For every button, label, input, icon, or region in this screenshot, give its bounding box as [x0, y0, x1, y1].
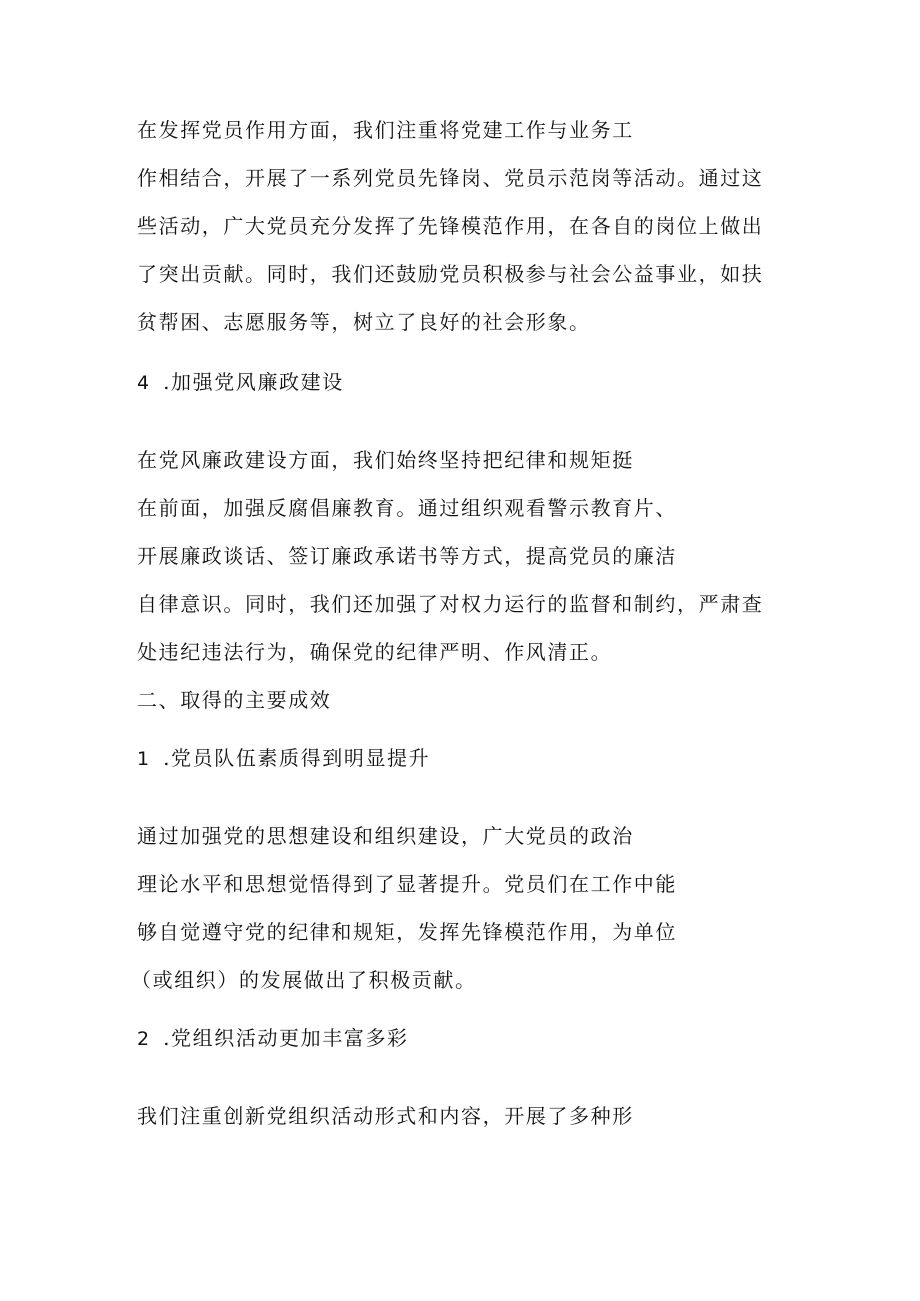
heading-1: [137, 745, 430, 772]
heading-1-number: 1: [137, 748, 150, 770]
heading-4-text: .加强党风廉政建设: [163, 370, 344, 394]
para-integrity-line-4: 自律意识。同时，我们还加强了对权力运行的监督和制约，严肃查: [137, 592, 764, 616]
para-role-line-2: 作相结合，开展了一系列党员先锋岗、党员示范岗等活动。通过这: [137, 166, 764, 190]
heading-2-text: .党组织活动更加丰富多彩: [163, 1026, 409, 1050]
para-role-line-4: 了突出贡献。同时，我们还鼓励党员积极参与社会公益事业，如扶: [137, 262, 764, 286]
para-activities-line-1: 我们注重创新党组织活动形式和内容，开展了多种形: [137, 1104, 634, 1128]
para-quality-line-4: （或组织）的发展做出了积极贡献。: [131, 968, 477, 992]
para-quality-line-2: 理论水平和思想觉悟得到了显著提升。党员们在工作中能: [137, 872, 677, 896]
para-integrity-line-5: 处违纪违法行为，确保党的纪律严明、作风清正。: [137, 640, 613, 664]
heading-1-text: .党员队伍素质得到明显提升: [163, 746, 431, 770]
heading-2: [137, 1025, 409, 1052]
section-2-title: 二、取得的主要成效: [137, 688, 332, 712]
heading-2-number: 2: [137, 1028, 150, 1050]
heading-4-number: 4: [137, 372, 150, 394]
para-integrity-line-2: 在前面，加强反腐倡廉教育。通过组织观看警示教育片、: [137, 496, 677, 520]
heading-4: [137, 369, 344, 396]
para-integrity-line-3: 开展廉政谈话、签订廉政承诺书等方式，提高党员的廉洁: [137, 544, 677, 568]
para-role-line-3: 些活动，广大党员充分发挥了先锋模范作用，在各自的岗位上做出: [137, 214, 764, 238]
para-role-line-1: 在发挥党员作用方面，我们注重将党建工作与业务工: [137, 118, 634, 142]
para-integrity-line-1: 在党风廉政建设方面，我们始终坚持把纪律和规矩挺: [137, 448, 634, 472]
para-quality-line-1: 通过加强党的思想建设和组织建设，广大党员的政治: [137, 824, 634, 848]
para-quality-line-3: 够自觉遵守党的纪律和规矩，发挥先锋模范作用，为单位: [137, 920, 677, 944]
para-role-line-5: 贫帮困、志愿服务等，树立了良好的社会形象。: [137, 310, 591, 334]
